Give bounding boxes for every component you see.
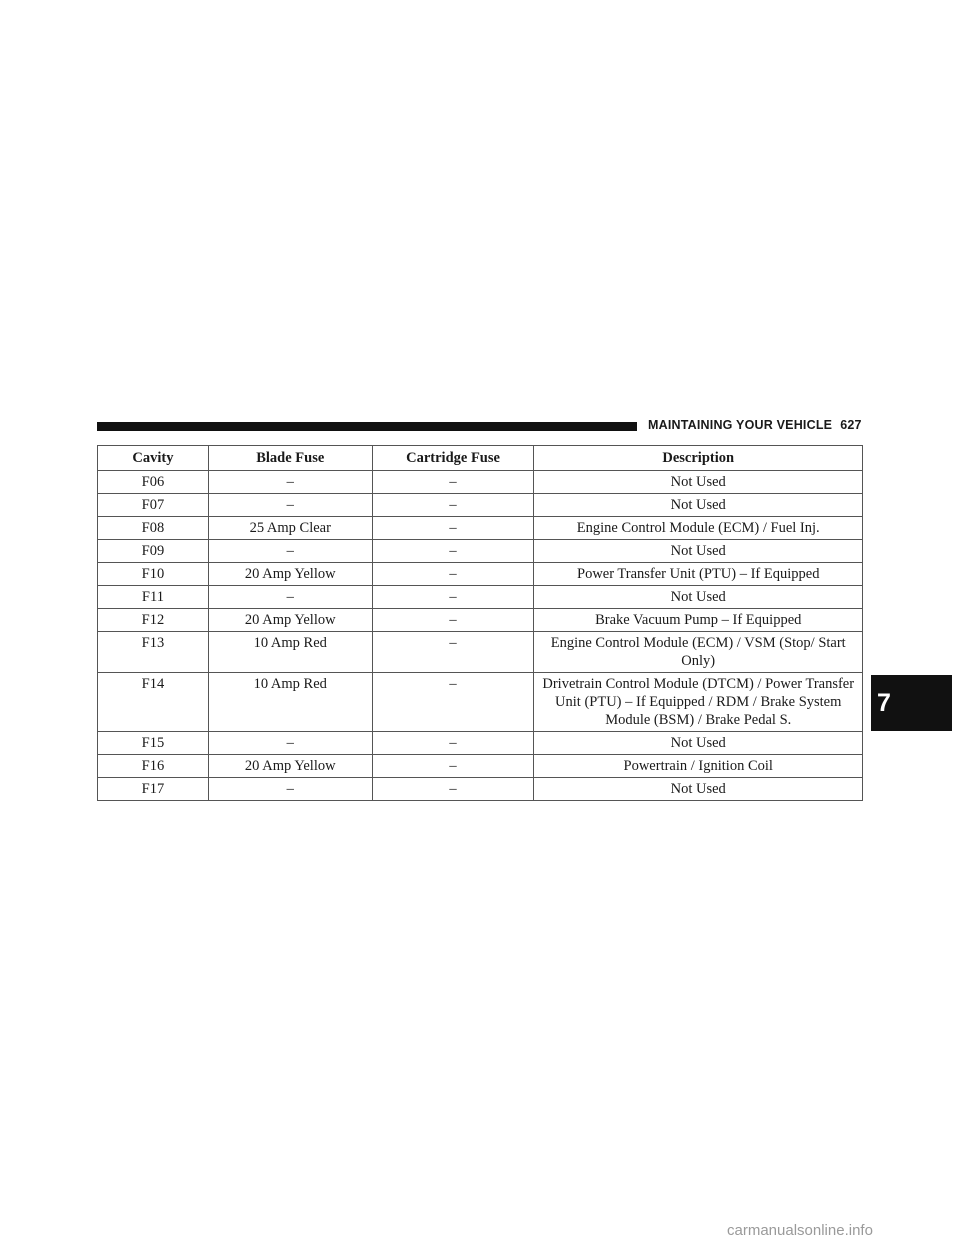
- blade-fuse-cell: –: [208, 732, 372, 755]
- table-row: [98, 778, 863, 801]
- cartridge-fuse-cell: –: [372, 471, 534, 494]
- cavity-cell: F06: [98, 471, 209, 494]
- table-row: [98, 517, 863, 540]
- cavity-cell: F07: [98, 494, 209, 517]
- table-row: [98, 494, 863, 517]
- description-cell: Not Used: [534, 732, 863, 755]
- description-cell: Powertrain / Ignition Coil: [534, 755, 863, 778]
- description-cell: Drivetrain Control Module (DTCM) / Power Transfer Unit (PTU) – If Equipped / RDM / Brake System Module (BSM) / Brake Pedal S.: [534, 673, 863, 732]
- description-cell: Brake Vacuum Pump – If Equipped: [534, 609, 863, 632]
- description-cell: Power Transfer Unit (PTU) – If Equipped: [534, 563, 863, 586]
- blade-fuse-cell: 10 Amp Red: [208, 632, 372, 673]
- table-row: [98, 540, 863, 563]
- cartridge-fuse-cell: –: [372, 732, 534, 755]
- section-title: MAINTAINING YOUR VEHICLE: [648, 418, 833, 432]
- blade-fuse-cell: 20 Amp Yellow: [208, 563, 372, 586]
- page-number: 627: [840, 418, 862, 432]
- cartridge-fuse-cell: –: [372, 563, 534, 586]
- cavity-cell: F16: [98, 755, 209, 778]
- table-row: [98, 586, 863, 609]
- cavity-cell: F12: [98, 609, 209, 632]
- table-row: [98, 609, 863, 632]
- cavity-cell: F14: [98, 673, 209, 732]
- blade-fuse-cell: –: [208, 471, 372, 494]
- column-header-blade-fuse: Blade Fuse: [208, 446, 372, 471]
- description-cell: Not Used: [534, 586, 863, 609]
- cavity-cell: F13: [98, 632, 209, 673]
- cavity-cell: F15: [98, 732, 209, 755]
- description-cell: Not Used: [534, 540, 863, 563]
- table-row: [98, 632, 863, 673]
- description-cell: Engine Control Module (ECM) / VSM (Stop/ Start Only): [534, 632, 863, 673]
- blade-fuse-cell: 20 Amp Yellow: [208, 755, 372, 778]
- table-row: [98, 755, 863, 778]
- cartridge-fuse-cell: –: [372, 494, 534, 517]
- cartridge-fuse-cell: –: [372, 517, 534, 540]
- fuse-table: [97, 445, 863, 801]
- cartridge-fuse-cell: –: [372, 778, 534, 801]
- blade-fuse-cell: 25 Amp Clear: [208, 517, 372, 540]
- description-cell: Not Used: [534, 778, 863, 801]
- cavity-cell: F08: [98, 517, 209, 540]
- cartridge-fuse-cell: –: [372, 673, 534, 732]
- running-header: [648, 418, 862, 432]
- table-header-row: [98, 446, 863, 471]
- header-rule-bar: [97, 422, 637, 431]
- cartridge-fuse-cell: –: [372, 540, 534, 563]
- description-cell: Not Used: [534, 494, 863, 517]
- cavity-cell: F17: [98, 778, 209, 801]
- cartridge-fuse-cell: –: [372, 755, 534, 778]
- cartridge-fuse-cell: –: [372, 632, 534, 673]
- description-cell: Engine Control Module (ECM) / Fuel Inj.: [534, 517, 863, 540]
- cartridge-fuse-cell: –: [372, 586, 534, 609]
- table-row: [98, 563, 863, 586]
- watermark-text: carmanualsonline.info: [727, 1222, 873, 1239]
- blade-fuse-cell: –: [208, 540, 372, 563]
- table-row: [98, 732, 863, 755]
- blade-fuse-cell: –: [208, 586, 372, 609]
- blade-fuse-cell: 20 Amp Yellow: [208, 609, 372, 632]
- column-header-description: Description: [534, 446, 863, 471]
- cavity-cell: F10: [98, 563, 209, 586]
- column-header-cartridge-fuse: Cartridge Fuse: [372, 446, 534, 471]
- description-cell: Not Used: [534, 471, 863, 494]
- cartridge-fuse-cell: –: [372, 609, 534, 632]
- blade-fuse-cell: 10 Amp Red: [208, 673, 372, 732]
- table-row: [98, 471, 863, 494]
- blade-fuse-cell: –: [208, 494, 372, 517]
- blade-fuse-cell: –: [208, 778, 372, 801]
- cavity-cell: F09: [98, 540, 209, 563]
- column-header-cavity: Cavity: [98, 446, 209, 471]
- chapter-tab: 7: [871, 675, 952, 731]
- cavity-cell: F11: [98, 586, 209, 609]
- table-row: [98, 673, 863, 732]
